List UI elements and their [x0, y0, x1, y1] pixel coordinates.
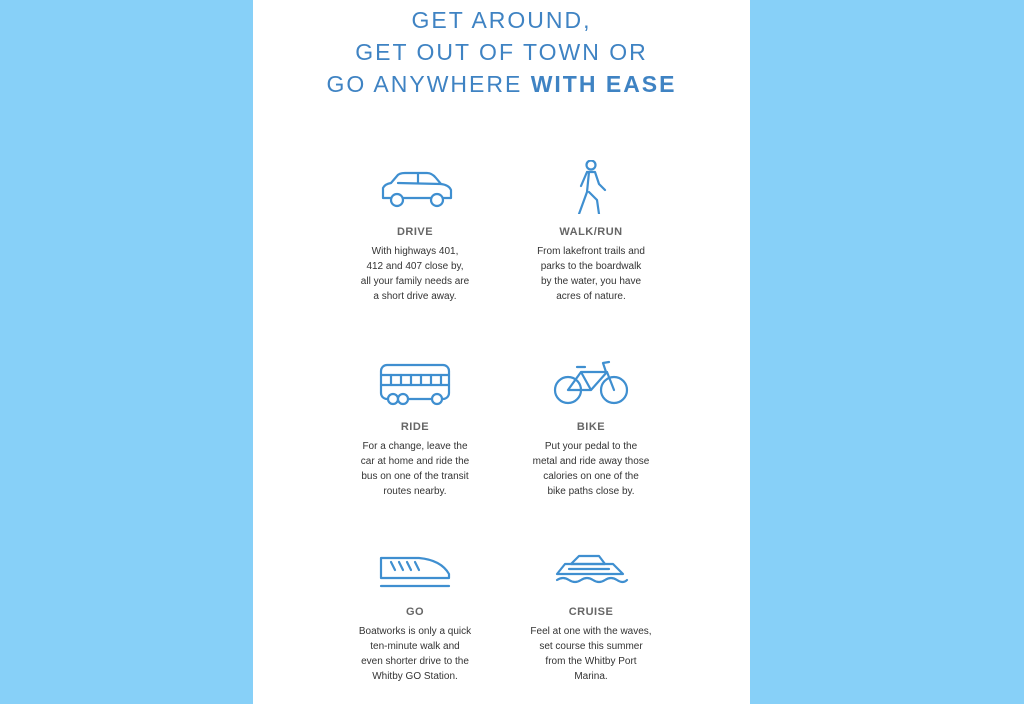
desc-line: For a change, leave the	[362, 441, 468, 452]
desc-line: acres of nature.	[556, 291, 626, 302]
feature-title: BIKE	[576, 421, 606, 433]
feature-cruise	[506, 540, 676, 684]
desc-line: metal and ride away those	[532, 456, 650, 467]
desc-line: bike paths close by.	[547, 486, 635, 497]
feature-title: GO	[405, 606, 425, 618]
desc-line: set course this summer	[539, 641, 643, 652]
desc-line: Whitby GO Station.	[372, 671, 458, 682]
feature-description	[330, 244, 500, 304]
headline-line-2: GET OUT OF TOWN OR	[355, 39, 648, 65]
feature-title: DRIVE	[396, 226, 434, 238]
walker-icon	[551, 160, 631, 214]
car-icon	[375, 160, 455, 214]
desc-line: With highways 401,	[371, 246, 459, 257]
feature-title: RIDE	[400, 421, 430, 433]
headline-line-3	[253, 68, 750, 100]
feature-walk-run	[506, 160, 676, 304]
headline-line-3-regular: GO ANYWHERE	[326, 71, 531, 97]
feature-description	[330, 624, 500, 684]
desc-line: calories on one of the	[543, 471, 639, 482]
feature-drive	[330, 160, 500, 304]
feature-go	[330, 540, 500, 684]
bus-icon	[375, 355, 455, 409]
train-icon	[375, 540, 455, 594]
feature-ride	[330, 355, 500, 499]
desc-line: Feel at one with the waves,	[530, 626, 652, 637]
headline-line-1: GET AROUND,	[411, 7, 592, 33]
ship-icon	[551, 540, 631, 594]
feature-description	[506, 624, 676, 684]
flyer-page	[253, 0, 750, 704]
desc-line: even shorter drive to the	[361, 656, 469, 667]
headline-line-3-bold: WITH EASE	[530, 71, 677, 97]
feature-title: CRUISE	[568, 606, 614, 618]
desc-line: from the Whitby Port	[545, 656, 637, 667]
desc-line: parks to the boardwalk	[540, 261, 642, 272]
desc-line: by the water, you have	[540, 276, 642, 287]
desc-line: ten-minute walk and	[370, 641, 460, 652]
desc-line: 412 and 407 close by,	[366, 261, 464, 272]
bicycle-icon	[551, 355, 631, 409]
feature-description	[330, 439, 500, 499]
desc-line: Marina.	[574, 671, 608, 682]
desc-line: bus on one of the transit	[361, 471, 469, 482]
feature-title: WALK/RUN	[559, 226, 623, 238]
desc-line: a short drive away.	[373, 291, 457, 302]
headline	[253, 4, 750, 100]
desc-line: all your family needs are	[360, 276, 470, 287]
feature-description	[506, 439, 676, 499]
feature-bike	[506, 355, 676, 499]
desc-line: Boatworks is only a quick	[358, 626, 472, 637]
desc-line: car at home and ride the	[360, 456, 470, 467]
desc-line: From lakefront trails and	[537, 246, 645, 257]
desc-line: routes nearby.	[383, 486, 447, 497]
desc-line: Put your pedal to the	[544, 441, 638, 452]
feature-description	[506, 244, 676, 304]
